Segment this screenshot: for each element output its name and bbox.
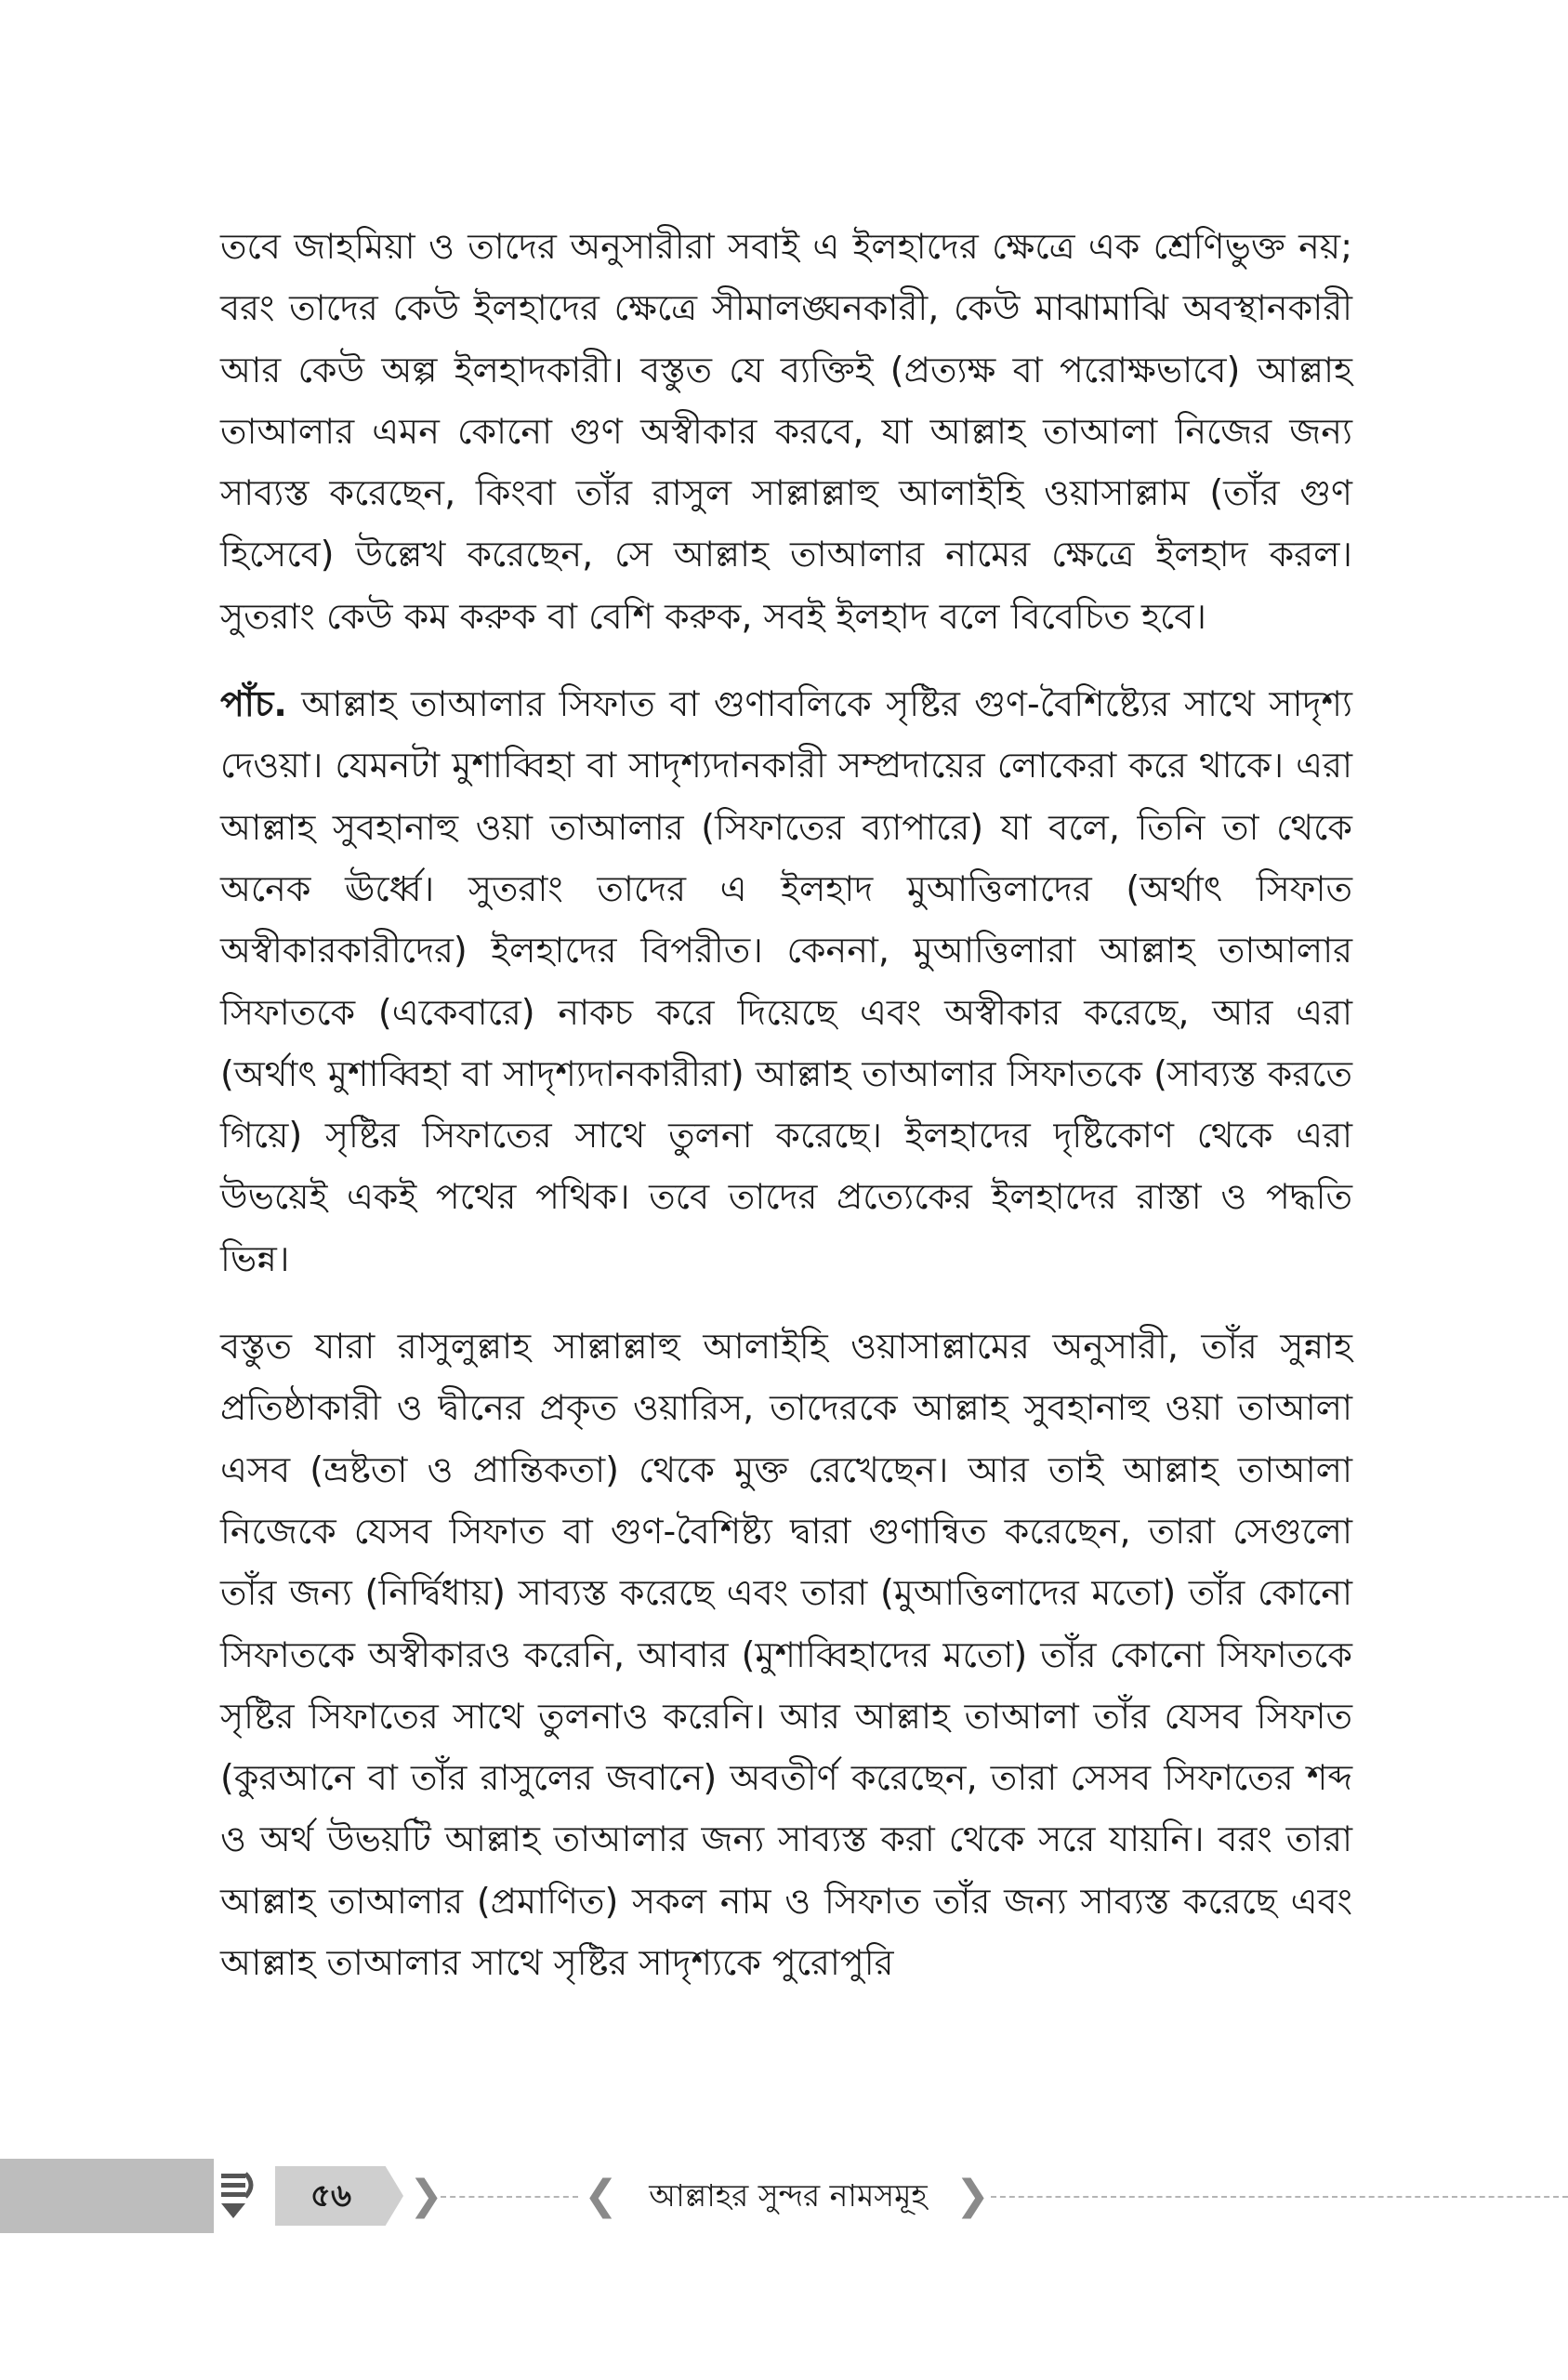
paragraph-2 (220, 673, 1352, 1289)
footer-band (0, 2159, 214, 2233)
chevron-right-icon: ❯ (409, 2172, 443, 2219)
publisher-logo-icon (217, 2164, 258, 2228)
page-footer (0, 2159, 1568, 2233)
chevron-left-icon: ❮ (584, 2172, 618, 2219)
paragraph-2-text: আল্লাহ তাআলার সিফাত বা গুণাবলিকে সৃষ্টির গুণ-বৈশিষ্ট্যের সাথে সাদৃশ্য দেওয়া। যেমনটা মুশাব্বিহা বা সাদৃশ্যদানকারী সম্প্রদায়ের লোকেরা করে থাকে। এরা আল্লাহ সুবহানাহু ওয়া তাআলার (সিফাতের ব্যাপারে) যা বলে, তিনি তা থেকে অনেক ঊর্ধ্বে। সুতরাং তাদের এ ইলহাদ মুআত্তিলাদের (অর্থাৎ সিফাত অস্বীকারকারীদের) ইলহাদের বিপরীত। কেননা, মুআত্তিলারা আল্লাহ তাআলার সিফাতকে (একেবারে) নাকচ করে দিয়েছে এবং অস্বীকার করেছে, আর এরা (অর্থাৎ মুশাব্বিহা বা সাদৃশ্যদানকারীরা) আল্লাহ তাআলার সিফাতকে (সাব্যস্ত করতে গিয়ে) সৃষ্টির সিফাতের সাথে তুলনা করেছে। ইলহাদের দৃষ্টিকোণ থেকে এরা উভয়েই একই পথের পথিক। তবে তাদের প্রত্যেকের ইলহাদের রাস্তা ও পদ্ধতি ভিন্ন। (220, 683, 1352, 1279)
paragraph-2-label: পাঁচ. (220, 683, 287, 725)
footer-divider (991, 2196, 1568, 2198)
footer-divider (441, 2196, 578, 2198)
page-body (220, 216, 1352, 2019)
book-title: আল্লাহর সুন্দর নামসমূহ (649, 2177, 928, 2214)
paragraph-1 (220, 216, 1352, 647)
paragraph-3 (220, 1316, 1352, 1993)
chevron-right-icon: ❯ (955, 2172, 990, 2219)
paragraph-1-text: তবে জাহমিয়া ও তাদের অনুসারীরা সবাই এ ইলহাদের ক্ষেত্রে এক শ্রেণিভুক্ত নয়; বরং তাদের কেউ ইলহাদের ক্ষেত্রে সীমালঙ্ঘনকারী, কেউ মাঝামাঝি অবস্থানকারী আর কেউ অল্প ইলহাদকারী। বস্তুত যে ব্যক্তিই (প্রত্যক্ষ বা পরোক্ষভাবে) আল্লাহ তাআলার এমন কোনো গুণ অস্বীকার করবে, যা আল্লাহ তাআলা নিজের জন্য সাব্যস্ত করেছেন, কিংবা তাঁর রাসুল সাল্লাল্লাহু আলাইহি ওয়াসাল্লাম (তাঁর গুণ হিসেবে) উল্লেখ করেছেন, সে আল্লাহ তাআলার নামের ক্ষেত্রে ইলহাদ করল। সুতরাং কেউ কম করুক বা বেশি করুক, সবই ইলহাদ বলে বিবেচিত হবে। (220, 226, 1352, 637)
paragraph-3-text: বস্তুত যারা রাসুলুল্লাহ সাল্লাল্লাহু আলাইহি ওয়াসাল্লামের অনুসারী, তাঁর সুন্নাহ প্রতিষ্ঠাকারী ও দ্বীনের প্রকৃত ওয়ারিস, তাদেরকে আল্লাহ সুবহানাহু ওয়া তাআলা এসব (ভ্রষ্টতা ও প্রান্তিকতা) থেকে মুক্ত রেখেছেন। আর তাই আল্লাহ তাআলা নিজেকে যেসব সিফাত বা গুণ-বৈশিষ্ট্য দ্বারা গুণান্বিত করেছেন, তারা সেগুলো তাঁর জন্য (নির্দ্বিধায়) সাব্যস্ত করেছে এবং তারা (মুআত্তিলাদের মতো) তাঁর কোনো সিফাতকে অস্বীকারও করেনি, আবার (মুশাব্বিহাদের মতো) তাঁর কোনো সিফাতকে সৃষ্টির সিফাতের সাথে তুলনাও করেনি। আর আল্লাহ তাআলা তাঁর যেসব সিফাত (কুরআনে বা তাঁর রাসুলের জবানে) অবতীর্ণ করেছেন, তারা সেসব সিফাতের শব্দ ও অর্থ উভয়টি আল্লাহ তাআলার জন্য সাব্যস্ত করা থেকে সরে যায়নি। বরং তারা আল্লাহ তাআলার (প্রমাণিত) সকল নাম ও সিফাত তাঁর জন্য সাব্যস্ত করেছে এবং আল্লাহ তাআলার সাথে সৃষ্টির সাদৃশ্যকে পুরোপুরি (220, 1326, 1352, 1984)
page-number: ৫৬ (310, 2177, 352, 2215)
